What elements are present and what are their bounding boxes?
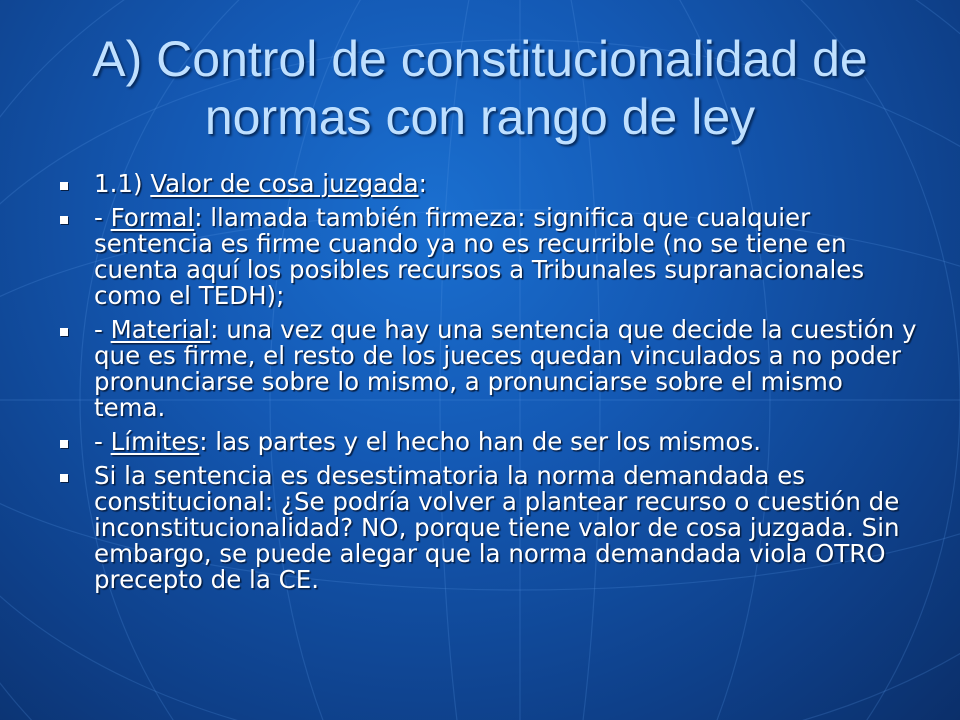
list-item bbox=[58, 317, 918, 421]
list-item bbox=[58, 205, 918, 309]
square-bullet-icon bbox=[60, 328, 68, 336]
bullet-list bbox=[58, 171, 918, 601]
bullet-prefix: 1.1) bbox=[94, 169, 151, 198]
bullet-term: Valor de cosa juzgada bbox=[150, 169, 419, 198]
square-bullet-icon bbox=[60, 474, 68, 482]
slide-title: A) Control de constitucionalidad de normas con rango de ley bbox=[92, 31, 868, 145]
bullet-text: Si la sentencia es desestimatoria la norma demandada es constitucional: ¿Se podría volver a plantear recurso o cuestión de inconstitucionalidad? NO, porque tiene valor de cosa juzgada. Sin embargo, se puede alegar que la norma demandada viola OTRO precepto de la CE. bbox=[94, 461, 900, 594]
square-bullet-icon bbox=[60, 182, 68, 190]
bullet-term: Formal bbox=[110, 203, 195, 232]
bullet-prefix: - bbox=[94, 427, 111, 456]
list-item bbox=[58, 463, 918, 593]
bullet-term: Límites bbox=[110, 427, 200, 456]
bullet-text: : una vez que hay una sentencia que decide la cuestión y que es firme, el resto de los jueces quedan vinculados a no poder pronunciarse sobre lo mismo, a pronunciarse sobre el mismo tema. bbox=[94, 315, 917, 422]
list-item bbox=[58, 429, 918, 455]
bullet-prefix: - bbox=[94, 203, 111, 232]
bullet-term: Material bbox=[110, 315, 211, 344]
bullet-text: : bbox=[418, 169, 427, 198]
bullet-text: : llamada también firmeza: significa que cualquier sentencia es firme cuando ya no es recurrible (no se tiene en cuenta aquí los posibles recursos a Tribunales supranacionales como el TEDH); bbox=[94, 203, 865, 310]
bullet-text: : las partes y el hecho han de ser los mismos. bbox=[199, 427, 761, 456]
bullet-prefix: - bbox=[94, 315, 111, 344]
square-bullet-icon bbox=[60, 440, 68, 448]
square-bullet-icon bbox=[60, 216, 68, 224]
list-item bbox=[58, 171, 918, 197]
